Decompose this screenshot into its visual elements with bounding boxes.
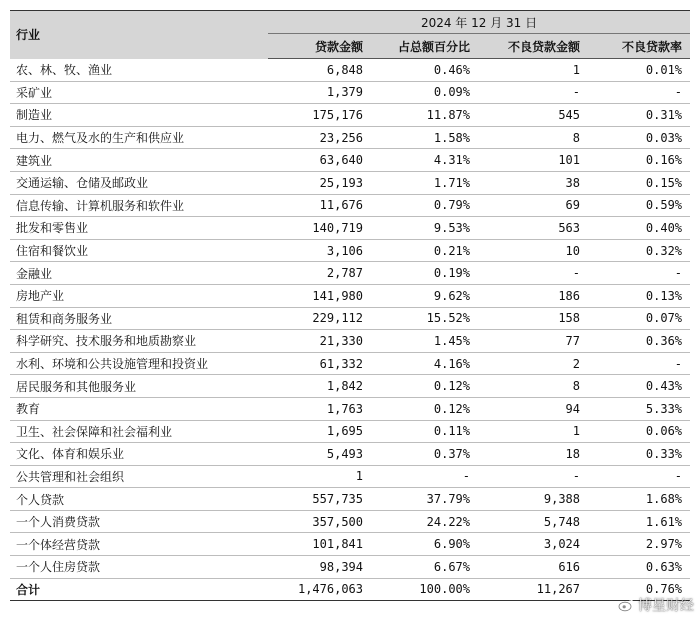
share-of-total-header: 占总额百分比	[371, 34, 478, 59]
loan-amount-cell: 1,695	[268, 420, 371, 443]
npl-ratio-cell: 0.01%	[588, 59, 690, 82]
table-row	[10, 397, 690, 420]
loan-amount-cell: 140,719	[268, 217, 371, 240]
table-row	[10, 375, 690, 398]
loan-industry-table	[10, 10, 690, 601]
date-header: 2024 年 12 月 31 日	[268, 11, 690, 34]
industry-name-cell: 一个人住房贷款	[10, 556, 268, 579]
loan-amount-cell: 357,500	[268, 510, 371, 533]
share-of-total-cell: 6.67%	[371, 556, 478, 579]
npl-ratio-cell: 0.33%	[588, 443, 690, 466]
npl-ratio-cell: 0.40%	[588, 217, 690, 240]
loan-amount-cell: 175,176	[268, 104, 371, 127]
npl-ratio-cell: 2.97%	[588, 533, 690, 556]
table-row	[10, 307, 690, 330]
industry-name-cell: 采矿业	[10, 81, 268, 104]
loan-amount-cell: 63,640	[268, 149, 371, 172]
table-row	[10, 330, 690, 353]
industry-name-cell: 一个人消费贷款	[10, 510, 268, 533]
share-of-total-cell: 0.79%	[371, 194, 478, 217]
npl-ratio-cell: 0.03%	[588, 126, 690, 149]
npl-ratio-cell: 0.07%	[588, 307, 690, 330]
table-row	[10, 533, 690, 556]
npl-ratio-cell: 0.13%	[588, 284, 690, 307]
loan-amount-cell: 23,256	[268, 126, 371, 149]
npl-amount-cell: 545	[478, 104, 588, 127]
loan-amount-cell: 11,676	[268, 194, 371, 217]
loan-amount-cell: 1,763	[268, 397, 371, 420]
share-of-total-cell: 0.12%	[371, 397, 478, 420]
table-row	[10, 104, 690, 127]
npl-ratio-cell: 0.15%	[588, 171, 690, 194]
table-row	[10, 510, 690, 533]
industry-name-cell: 公共管理和社会组织	[10, 465, 268, 488]
loan-amount-cell: 5,493	[268, 443, 371, 466]
npl-ratio-cell: 0.16%	[588, 149, 690, 172]
total-row	[10, 578, 690, 601]
table-body	[10, 59, 690, 601]
share-of-total-cell: 11.87%	[371, 104, 478, 127]
npl-amount-cell: 563	[478, 217, 588, 240]
industry-name-cell: 房地产业	[10, 284, 268, 307]
industry-name-cell: 卫生、社会保障和社会福利业	[10, 420, 268, 443]
npl-amount-cell: 8	[478, 126, 588, 149]
table-row	[10, 262, 690, 285]
table-row	[10, 171, 690, 194]
table-row	[10, 443, 690, 466]
npl-ratio-header: 不良贷款率	[588, 34, 690, 59]
industry-name-cell: 居民服务和其他服务业	[10, 375, 268, 398]
loan-amount-cell: 6,848	[268, 59, 371, 82]
share-of-total-cell: 37.79%	[371, 488, 478, 511]
table-row	[10, 149, 690, 172]
industry-name-cell: 文化、体育和娱乐业	[10, 443, 268, 466]
table-row	[10, 465, 690, 488]
share-of-total-cell: 0.46%	[371, 59, 478, 82]
table-row	[10, 352, 690, 375]
npl-amount-cell: 18	[478, 443, 588, 466]
npl-amount-cell: 69	[478, 194, 588, 217]
loan-amount-cell: 101,841	[268, 533, 371, 556]
table-row	[10, 126, 690, 149]
npl-amount-cell: 8	[478, 375, 588, 398]
table-row	[10, 217, 690, 240]
industry-name-cell: 租赁和商务服务业	[10, 307, 268, 330]
loan-amount-cell: 1	[268, 465, 371, 488]
table-row	[10, 488, 690, 511]
npl-amount-cell: -	[478, 81, 588, 104]
npl-amount-cell: -	[478, 465, 588, 488]
npl-amount-cell: 1	[478, 59, 588, 82]
industry-column-header: 行业	[10, 11, 268, 59]
npl-ratio-cell: -	[588, 262, 690, 285]
npl-amount-cell: 77	[478, 330, 588, 353]
industry-name-cell: 信息传输、计算机服务和软件业	[10, 194, 268, 217]
loan-amount-header: 贷款金额	[268, 34, 371, 59]
share-of-total-cell: 0.37%	[371, 443, 478, 466]
watermark-text: 博星财经	[638, 598, 694, 614]
loan-industry-table-container	[10, 10, 690, 601]
npl-ratio-cell: 0.59%	[588, 194, 690, 217]
share-of-total-cell: 4.31%	[371, 149, 478, 172]
npl-ratio-cell: -	[588, 352, 690, 375]
npl-amount-cell: 186	[478, 284, 588, 307]
share-of-total-cell: 1.71%	[371, 171, 478, 194]
loan-amount-cell: 98,394	[268, 556, 371, 579]
npl-ratio-cell: 0.06%	[588, 420, 690, 443]
loan-amount-cell: 141,980	[268, 284, 371, 307]
share-of-total-cell: 0.19%	[371, 262, 478, 285]
industry-name-cell: 一个体经营贷款	[10, 533, 268, 556]
npl-amount-cell: 1	[478, 420, 588, 443]
loan-amount-cell: 61,332	[268, 352, 371, 375]
npl-ratio-cell: 5.33%	[588, 397, 690, 420]
share-of-total-cell: 0.12%	[371, 375, 478, 398]
loan-amount-cell: 21,330	[268, 330, 371, 353]
npl-ratio-cell: 0.43%	[588, 375, 690, 398]
table-row	[10, 239, 690, 262]
npl-amount-cell: 2	[478, 352, 588, 375]
industry-name-cell: 建筑业	[10, 149, 268, 172]
industry-name-cell: 住宿和餐饮业	[10, 239, 268, 262]
loan-amount-cell: 1,842	[268, 375, 371, 398]
loan-amount-cell: 229,112	[268, 307, 371, 330]
industry-name-cell: 交通运输、仓储及邮政业	[10, 171, 268, 194]
table-row	[10, 194, 690, 217]
npl-amount-cell: 38	[478, 171, 588, 194]
npl-amount-cell: 158	[478, 307, 588, 330]
npl-ratio-cell: -	[588, 81, 690, 104]
npl-amount-cell: 9,388	[478, 488, 588, 511]
loan-amount-cell: 3,106	[268, 239, 371, 262]
npl-ratio-cell: -	[588, 465, 690, 488]
npl-ratio-cell: 0.36%	[588, 330, 690, 353]
npl-ratio-cell: 0.63%	[588, 556, 690, 579]
share-of-total-cell: 0.21%	[371, 239, 478, 262]
table-row	[10, 556, 690, 579]
total-npl-amount: 11,267	[478, 578, 588, 601]
npl-amount-header: 不良贷款金额	[478, 34, 588, 59]
share-of-total-cell: 0.09%	[371, 81, 478, 104]
industry-name-cell: 金融业	[10, 262, 268, 285]
npl-amount-cell: 5,748	[478, 510, 588, 533]
industry-name-cell: 批发和零售业	[10, 217, 268, 240]
npl-ratio-cell: 0.32%	[588, 239, 690, 262]
loan-amount-cell: 557,735	[268, 488, 371, 511]
table-row	[10, 284, 690, 307]
npl-ratio-cell: 1.68%	[588, 488, 690, 511]
share-of-total-cell: 15.52%	[371, 307, 478, 330]
share-of-total-cell: 9.53%	[371, 217, 478, 240]
share-of-total-cell: 1.45%	[371, 330, 478, 353]
share-of-total-cell: 9.62%	[371, 284, 478, 307]
total-label: 合计	[10, 578, 268, 601]
industry-name-cell: 个人贷款	[10, 488, 268, 511]
industry-name-cell: 农、林、牧、渔业	[10, 59, 268, 82]
table-row	[10, 420, 690, 443]
loan-amount-cell: 2,787	[268, 262, 371, 285]
npl-amount-cell: 616	[478, 556, 588, 579]
industry-name-cell: 电力、燃气及水的生产和供应业	[10, 126, 268, 149]
npl-amount-cell: 101	[478, 149, 588, 172]
npl-amount-cell: 94	[478, 397, 588, 420]
industry-name-cell: 制造业	[10, 104, 268, 127]
industry-name-cell: 水利、环境和公共设施管理和投资业	[10, 352, 268, 375]
npl-amount-cell: -	[478, 262, 588, 285]
share-of-total-cell: -	[371, 465, 478, 488]
industry-name-cell: 科学研究、技术服务和地质勘察业	[10, 330, 268, 353]
npl-amount-cell: 10	[478, 239, 588, 262]
share-of-total-cell: 1.58%	[371, 126, 478, 149]
total-loan-amount: 1,476,063	[268, 578, 371, 601]
table-row	[10, 59, 690, 82]
share-of-total-cell: 4.16%	[371, 352, 478, 375]
npl-amount-cell: 3,024	[478, 533, 588, 556]
share-of-total-cell: 6.90%	[371, 533, 478, 556]
share-of-total-cell: 0.11%	[371, 420, 478, 443]
npl-ratio-cell: 1.61%	[588, 510, 690, 533]
loan-amount-cell: 1,379	[268, 81, 371, 104]
total-npl-ratio: 0.76%	[588, 578, 690, 601]
table-row	[10, 81, 690, 104]
industry-name-cell: 教育	[10, 397, 268, 420]
loan-amount-cell: 25,193	[268, 171, 371, 194]
total-share: 100.00%	[371, 578, 478, 601]
share-of-total-cell: 24.22%	[371, 510, 478, 533]
npl-ratio-cell: 0.31%	[588, 104, 690, 127]
